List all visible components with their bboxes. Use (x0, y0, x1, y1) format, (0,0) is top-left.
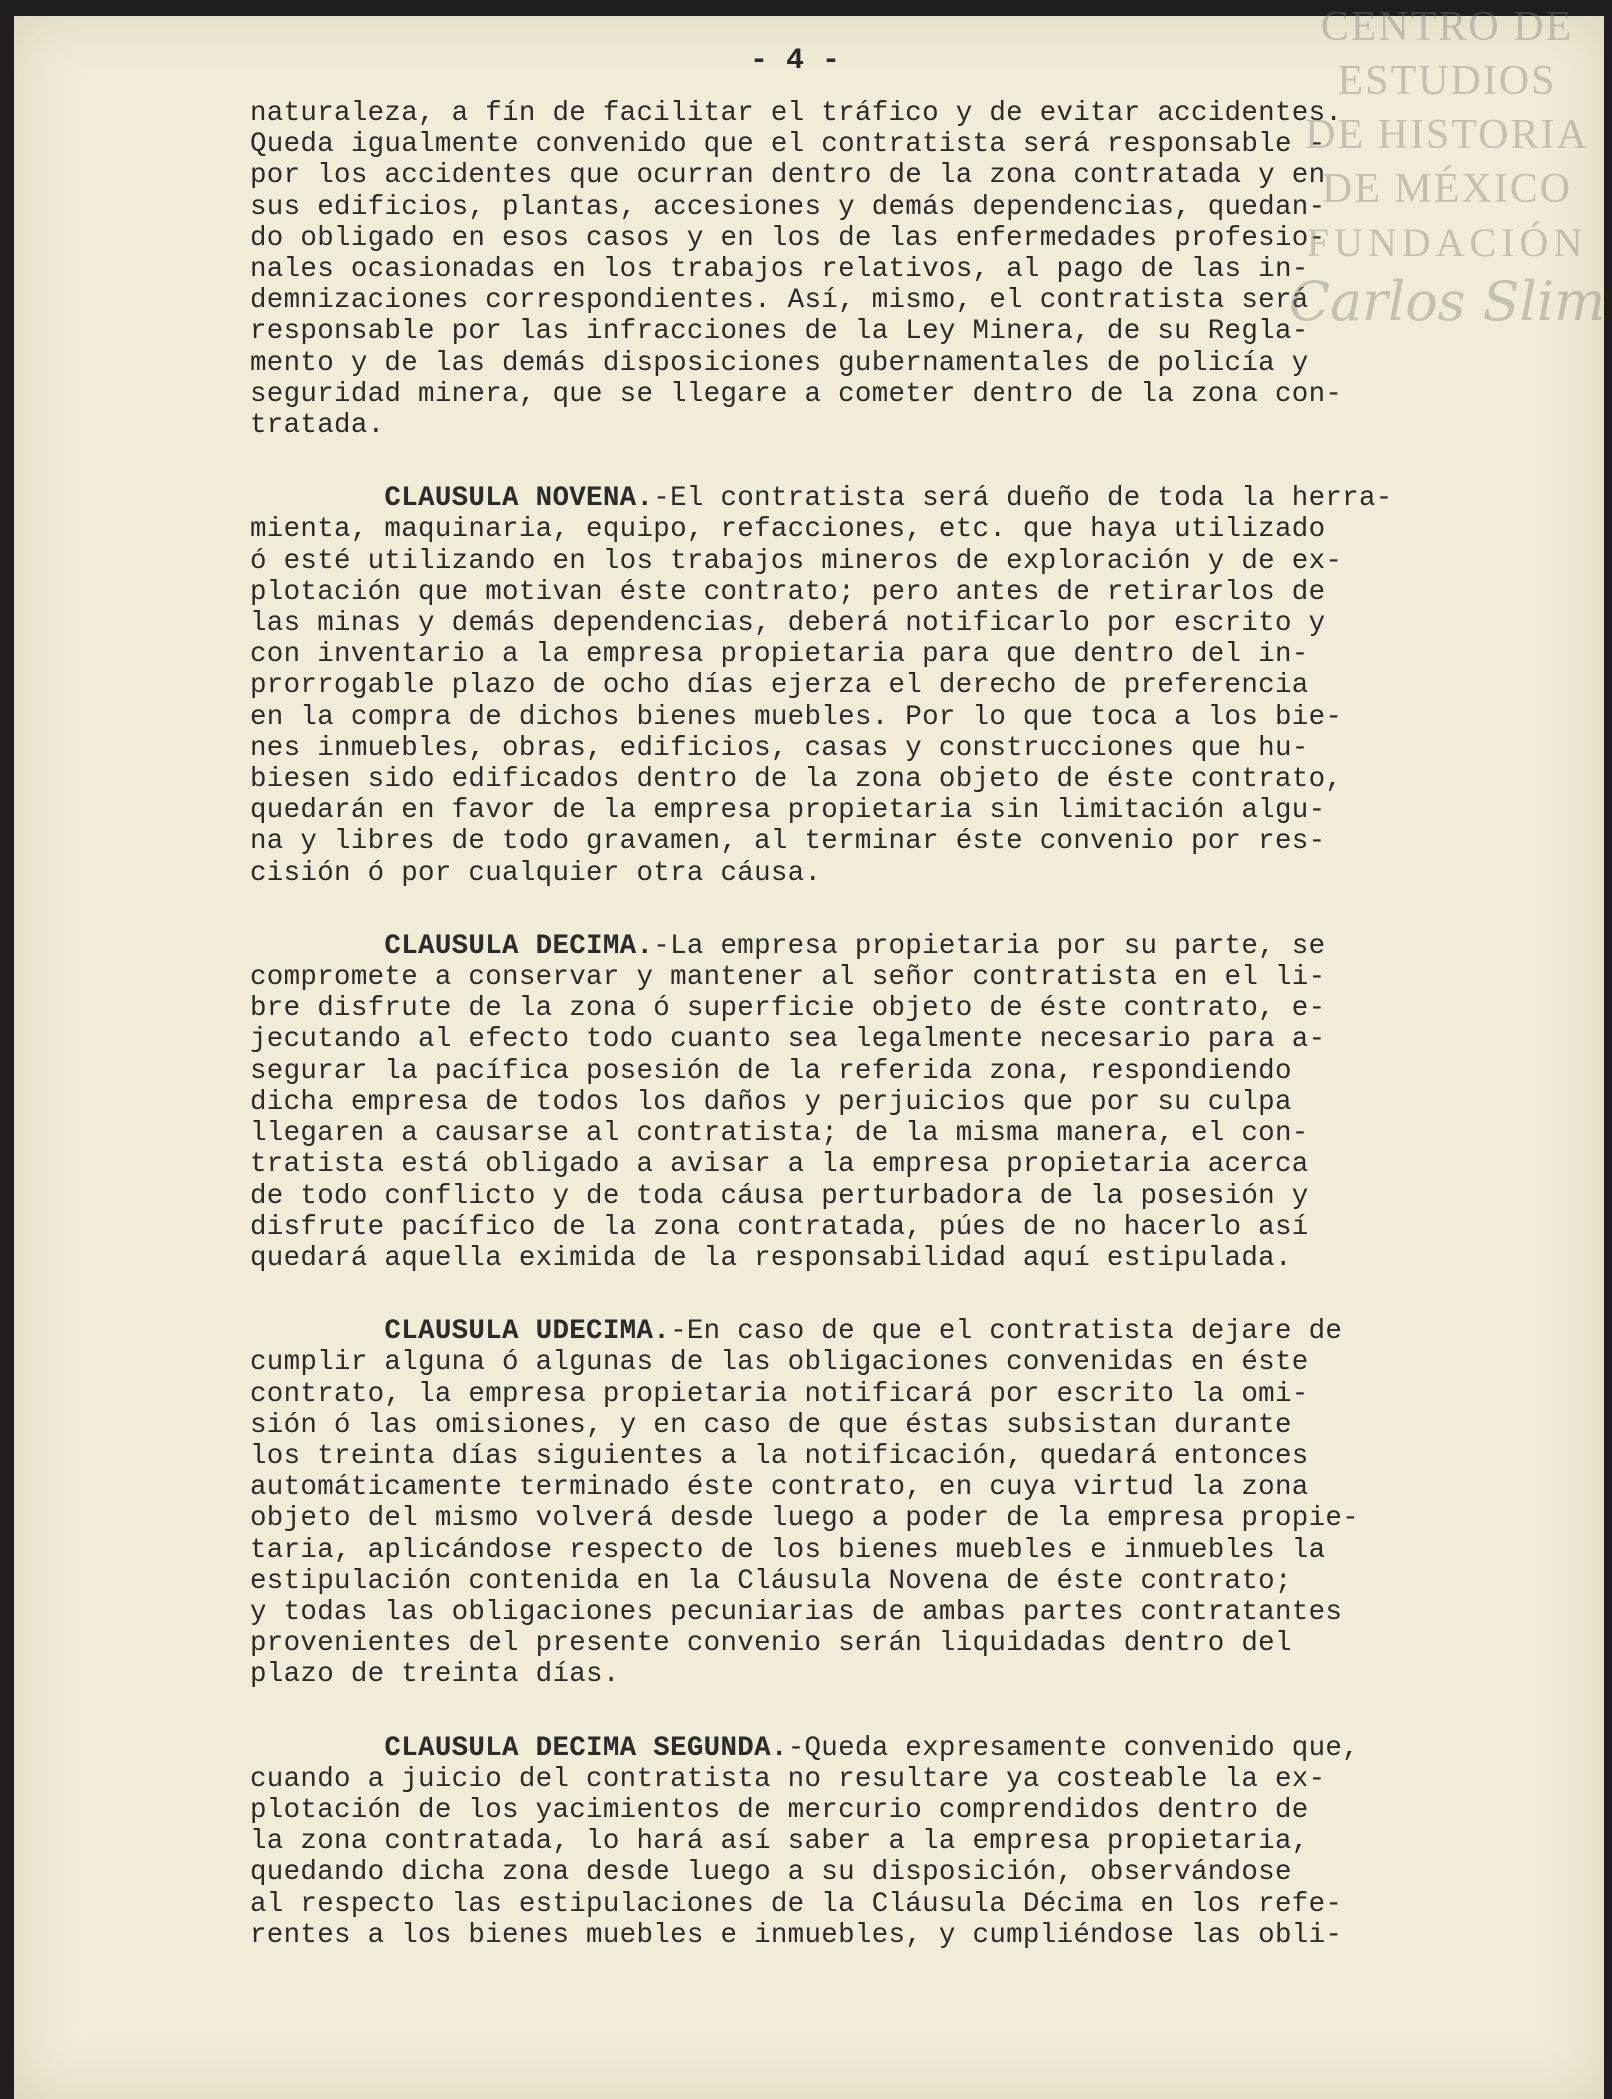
text-line: rentes a los bienes muebles e inmuebles, y cumpliéndose las obli- (250, 1919, 1343, 1951)
text-line: provenientes del presente convenio serán liquidadas dentro del (250, 1628, 1292, 1660)
text-line: nales ocasionadas en los trabajos relativos, al pago de las in- (250, 254, 1309, 286)
text-line: compromete a conservar y mantener al señor contratista en el li- (250, 962, 1326, 994)
paragraph-clausula-decima (250, 931, 1510, 1274)
text-line: por los accidentes que ocurran dentro de la zona contratada y en (250, 160, 1326, 192)
text-line: automáticamente terminado éste contrato, en cuya virtud la zona (250, 1472, 1309, 1504)
watermark-line: DE MÉXICO (1321, 166, 1573, 212)
text-line: plotación que motivan éste contrato; pero antes de retirarlos de (250, 576, 1326, 608)
text-line: con inventario a la empresa propietaria para que dentro del in- (250, 639, 1309, 671)
text-line: sión ó las omisiones, y en caso de que éstas subsistan durante (250, 1409, 1292, 1441)
document-body (250, 98, 1510, 1993)
text-line: demnizaciones correspondientes. Así, mismo, el contratista será (250, 285, 1309, 317)
paragraph-clausula-undecima (250, 1316, 1510, 1690)
text-line: llegaren a causarse al contratista; de la misma manera, el con- (250, 1118, 1309, 1150)
clause-heading: CLAUSULA NOVENA. (384, 483, 654, 515)
text-line: quedando dicha zona desde luego a su disposición, observándose (250, 1857, 1292, 1889)
text-line: plotación de los yacimientos de mercurio comprendidos dentro de (250, 1794, 1309, 1826)
text-line: los treinta días siguientes a la notificación, quedará entonces (250, 1440, 1309, 1472)
text-line: mento y de las demás disposiciones gubernamentales de policía y (250, 347, 1309, 379)
text-line: tratista está obligado a avisar a la empresa propietaria acerca (250, 1149, 1309, 1181)
text-line: segurar la pacífica posesión de la referida zona, respondiendo (250, 1055, 1292, 1087)
text-line: responsable por las infracciones de la Ley Minera, de su Regla- (250, 316, 1309, 348)
page-number: - 4 - (749, 44, 840, 78)
text-line: seguridad minera, que se llegare a cometer dentro de la zona con- (250, 378, 1343, 410)
text-line: objeto del mismo volverá desde luego a poder de la empresa propie- (250, 1503, 1359, 1535)
text-line: contrato, la empresa propietaria notificará por escrito la omi- (250, 1378, 1309, 1410)
text-line: cuando a juicio del contratista no resultare ya costeable la ex- (250, 1763, 1326, 1795)
text-line: CLAUSULA UDECIMA.-En caso de que el contratista dejare de (384, 1316, 1343, 1348)
text-line: CLAUSULA DECIMA SEGUNDA.-Queda expresamente convenido que, (384, 1732, 1359, 1764)
text-line: na y libres de todo gravamen, al terminar éste convenio por res- (250, 826, 1326, 858)
paragraph-clausula-decima-segunda (250, 1733, 1510, 1951)
paragraph-intro (250, 98, 1510, 441)
watermark-line: FUNDACIÓN (1306, 220, 1588, 265)
text-line: taria, aplicándose respecto de los bienes muebles e inmuebles la (250, 1534, 1326, 1566)
document-page (14, 16, 1604, 2099)
text-line: estipulación contenida en la Cláusula Novena de éste contrato; (250, 1565, 1292, 1597)
text-line: CLAUSULA NOVENA.-El contratista será dueño de toda la herra- (384, 483, 1393, 515)
text-line: prorrogable plazo de ocho días ejerza el derecho de preferencia (250, 670, 1309, 702)
text-line: sus edificios, plantas, accesiones y demás dependencias, quedan- (250, 191, 1326, 223)
text-line: y todas las obligaciones pecuniarias de ambas partes contratantes (250, 1596, 1343, 1628)
text-line: tratada. (250, 410, 385, 442)
text-line: jecutando al efecto todo cuanto sea legalmente necesario para a- (250, 1024, 1326, 1056)
text-line: Queda igualmente convenido que el contratista será responsable - (250, 129, 1326, 161)
watermark-line: DE HISTORIA (1305, 112, 1589, 158)
text-line: de todo conflicto y de toda cáusa perturbadora de la posesión y (250, 1180, 1309, 1212)
text-line: naturaleza, a fín de facilitar el tráfico y de evitar accidentes. (250, 98, 1343, 129)
text-line: ó esté utilizando en los trabajos mineros de exploración y de ex- (250, 545, 1343, 577)
text-line: cisión ó por cualquier otra cáusa. (250, 857, 822, 889)
clause-heading: CLAUSULA DECIMA. (384, 930, 654, 962)
text-line: quedará aquella eximida de la responsabilidad aquí estipulada. (250, 1242, 1292, 1274)
text-line: CLAUSULA DECIMA.-La empresa propietaria por su parte, se (384, 930, 1326, 962)
text-line: nes inmuebles, obras, edificios, casas y construcciones que hu- (250, 732, 1309, 764)
text-line: dicha empresa de todos los daños y perjuicios que por su culpa (250, 1086, 1292, 1118)
watermark-signature: Carlos Slim (1288, 270, 1606, 333)
text-line: do obligado en esos casos y en los de las enfermedades profesio- (250, 222, 1326, 254)
watermark-line: ESTUDIOS (1337, 58, 1557, 104)
text-line: mienta, maquinaria, equipo, refacciones, etc. que haya utilizado (250, 514, 1326, 546)
text-line: en la compra de dichos bienes muebles. Por lo que toca a los bie- (250, 701, 1343, 733)
text-line: disfrute pacífico de la zona contratada, púes de no hacerlo así (250, 1211, 1309, 1243)
text-line: bre disfrute de la zona ó superficie objeto de éste contrato, e- (250, 993, 1326, 1025)
clause-heading: CLAUSULA DECIMA SEGUNDA. (384, 1732, 788, 1764)
watermark-line: CENTRO DE (1320, 4, 1574, 50)
clause-heading: CLAUSULA UDECIMA. (384, 1316, 671, 1348)
paragraph-clausula-novena (250, 483, 1510, 889)
text-line: al respecto las estipulaciones de la Cláusula Décima en los refe- (250, 1888, 1343, 1920)
text-line: cumplir alguna ó algunas de las obligaciones convenidas en éste (250, 1347, 1309, 1379)
text-line: quedarán en favor de la empresa propietaria sin limitación algu- (250, 795, 1326, 827)
text-line: plazo de treinta días. (250, 1659, 620, 1691)
text-line: las minas y demás dependencias, deberá notificarlo por escrito y (250, 608, 1326, 640)
text-line: la zona contratada, lo hará así saber a la empresa propietaria, (250, 1826, 1309, 1858)
text-line: biesen sido edificados dentro de la zona objeto de éste contrato, (250, 764, 1343, 796)
